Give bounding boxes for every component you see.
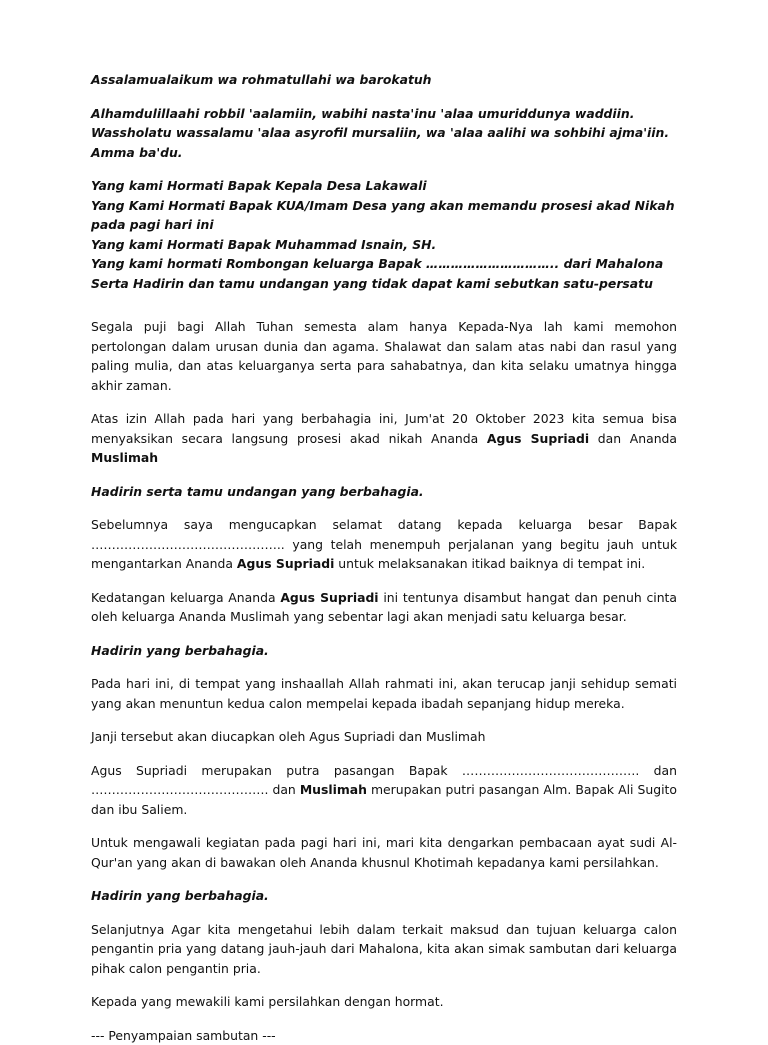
paragraph-arrival (91, 588, 677, 627)
paragraph-praise: Segala puji bagi Allah Tuhan semesta alam hanya Kepada-Nya lah kami memohon pertolongan dalam urusan dunia dan agama. Shalawat dan salam atas nabi dan rasul yang paling mulia, dan atas keluarganya serta para sahabatnya, dan kita selaku umatnya hingga akhir zaman. (91, 317, 677, 395)
parents-text: merupakan putri pasangan Alm. Bapak Ali Sugito dan ibu Saliem. (91, 782, 677, 817)
paragraph-remarks: Selanjutnya Agar kita mengetahui lebih dalam terkait maksud dan tujuan keluarga calon pengantin pria yang datang jauh-jauh dari Mahalona, kita akan simak sambutan dari keluarga pihak calon pengantin pria. (91, 920, 677, 979)
opening-line: Alhamdulillaahi robbil 'aalamiin, wabihi nasta'inu 'alaa umuriddunya waddiin. (91, 104, 677, 124)
respect-line: Yang kami Hormati Bapak Muhammad Isnain, SH. (91, 235, 677, 255)
announcement-text: Atas izin Allah pada hari yang berbahagia ini, Jum'at 20 Oktober 2023 kita semua bisa menyaksikan secara langsung prosesi akad nikah Ananda (91, 411, 677, 446)
announcement-text: dan Ananda (589, 431, 677, 446)
paragraph-welcome (91, 515, 677, 574)
bride-name: Muslimah (91, 450, 158, 465)
welcome-text: untuk melaksanakan itikad baiknya di tempat ini. (334, 556, 645, 571)
paragraph-separator: --- Penyampaian sambutan --- (91, 1026, 677, 1045)
paragraph-parents (91, 761, 677, 820)
respect-line: Serta Hadirin dan tamu undangan yang tidak dapat kami sebutkan satu-persatu (91, 274, 677, 294)
section-heading: Hadirin yang berbahagia. (91, 641, 677, 661)
respect-line: Yang Kami Hormati Bapak KUA/Imam Desa yang akan memandu prosesi akad Nikah (91, 196, 677, 216)
opening-line: Amma ba'du. (91, 143, 677, 163)
paragraph-invite: Kepada yang mewakili kami persilahkan dengan hormat. (91, 992, 677, 1012)
respect-line: Yang kami Hormati Bapak Kepala Desa Lakawali (91, 176, 677, 196)
respect-list (91, 176, 677, 293)
bride-name: Muslimah (300, 782, 367, 797)
parents-text: Agus Supriadi merupakan putra pasangan Bapak ……………………………………. dan ……………………………………. dan (91, 763, 677, 798)
paragraph-quran: Untuk mengawali kegiatan pada pagi hari ini, mari kita dengarkan pembacaan ayat sudi Al-Qur'an yang akan di bawakan oleh Ananda khusnul Khotimah kepadanya kami persilahkan. (91, 833, 677, 872)
groom-name: Agus Supriadi (280, 590, 378, 605)
groom-name: Agus Supriadi (237, 556, 334, 571)
arrival-text: ini tentunya disambut hangat dan penuh cinta oleh keluarga Ananda Muslimah yang sebentar lagi akan menjadi satu keluarga besar. (91, 590, 677, 625)
paragraph-announcement (91, 409, 677, 468)
opening-prayer (91, 104, 677, 163)
paragraph-vow: Janji tersebut akan diucapkan oleh Agus Supriadi dan Muslimah (91, 727, 677, 747)
welcome-text: Sebelumnya saya mengucapkan selamat datang kepada keluarga besar Bapak ……………………………………….. yang telah menempuh perjalanan yang begitu jauh untuk mengantarkan Ananda (91, 517, 677, 571)
section-heading: Hadirin serta tamu undangan yang berbahagia. (91, 482, 677, 502)
groom-name: Agus Supriadi (487, 431, 589, 446)
respect-line: Yang kami hormati Rombongan keluarga Bapak ………………………….. dari Mahalona (91, 254, 677, 274)
opening-line: Wassholatu wassalamu 'alaa asyrofil mursaliin, wa 'alaa aalihi wa sohbihi ajma'iin. (91, 123, 677, 143)
respect-line: pada pagi hari ini (91, 215, 677, 235)
arrival-text: Kedatangan keluarga Ananda (91, 590, 280, 605)
section-heading: Hadirin yang berbahagia. (91, 886, 677, 906)
paragraph-promise: Pada hari ini, di tempat yang inshaallah Allah rahmati ini, akan terucap janji sehidup semati yang akan menuntun kedua calon mempelai kepada ibadah sepanjang hidup mereka. (91, 674, 677, 713)
salam-greeting: Assalamualaikum wa rohmatullahi wa barokatuh (91, 70, 677, 90)
